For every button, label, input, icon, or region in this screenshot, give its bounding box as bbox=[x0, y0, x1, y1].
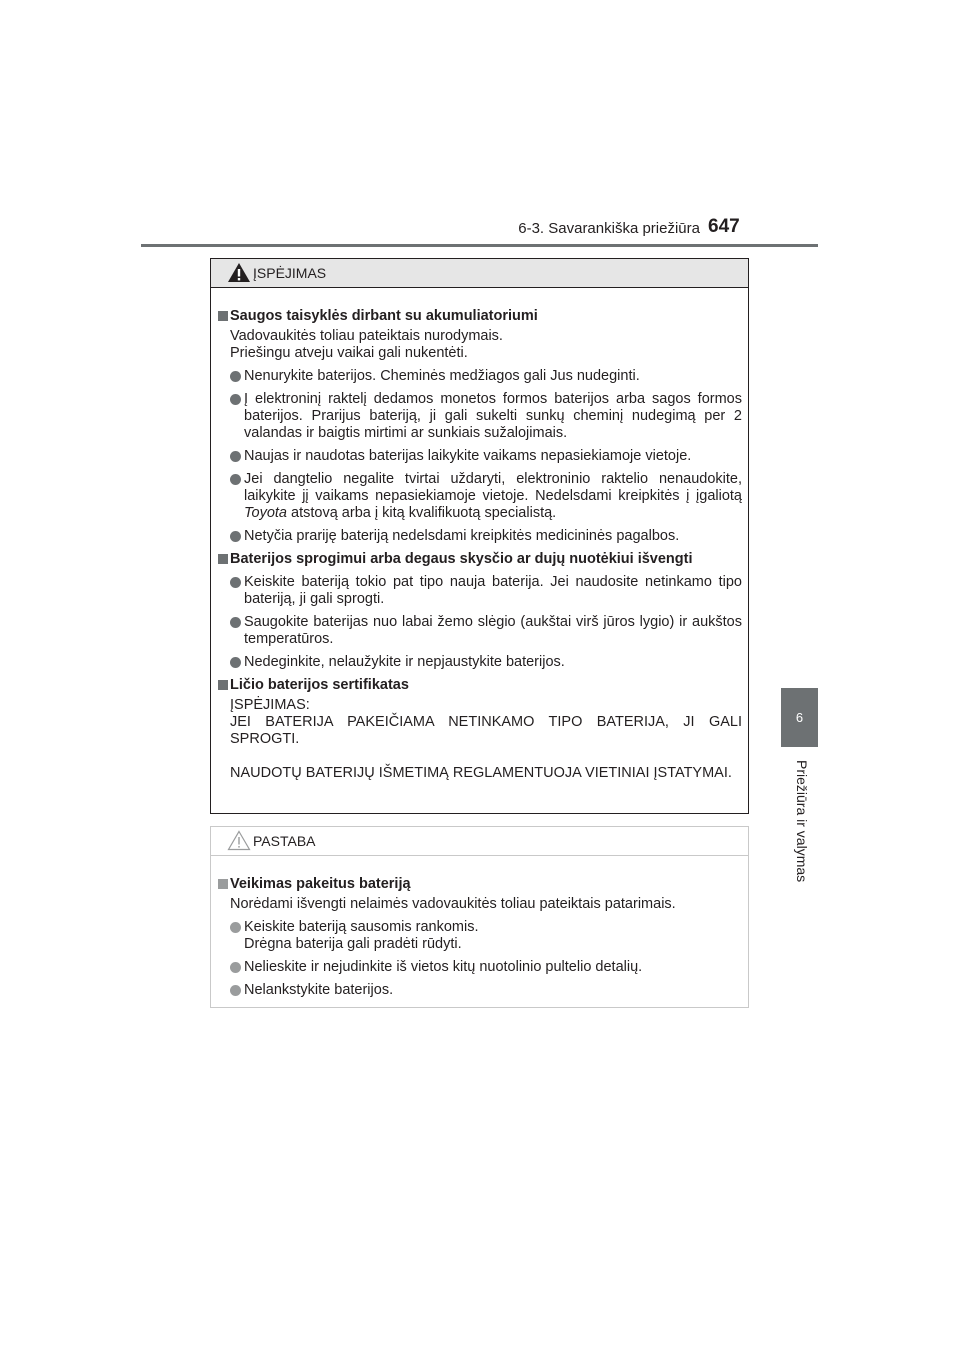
bullet-icon bbox=[230, 985, 241, 996]
warning-title: ĮSPĖJIMAS bbox=[253, 265, 327, 281]
note-header bbox=[211, 827, 748, 856]
bullet-icon bbox=[230, 657, 241, 668]
bullet-icon bbox=[230, 577, 241, 588]
note-box bbox=[210, 826, 749, 1008]
bullet-icon bbox=[230, 394, 241, 405]
list-item bbox=[218, 391, 742, 442]
list-item-text: Drėgna baterija gali pradėti rūdyti. bbox=[244, 936, 462, 952]
list-item bbox=[218, 654, 742, 671]
bullet-icon bbox=[230, 962, 241, 973]
list-item bbox=[218, 982, 742, 999]
bullet-icon bbox=[230, 474, 241, 485]
list-item-text: Nelankstykite baterijos. bbox=[244, 982, 394, 998]
warning-section-heading: Baterijos sprogimui arba degaus skysčio ar dujų nuotėkiui išvengti bbox=[218, 551, 742, 568]
note-intro: Norėdami išvengti nelaimės vadovaukitės toliau pateiktais patarimais. bbox=[230, 896, 676, 912]
chapter-label: Priežiūra ir valymas bbox=[794, 760, 810, 883]
list-item-text: Naujas ir naudotas baterijas laikykite vaikams nepasiekiamoje vietoje. bbox=[244, 448, 692, 464]
warning-box bbox=[210, 258, 749, 814]
note-title: PASTABA bbox=[253, 833, 316, 849]
header-rule bbox=[141, 244, 818, 247]
page-number: 647 bbox=[708, 216, 740, 237]
warning-section-heading: Saugos taisyklės dirbant su akumuliatoriumi bbox=[218, 308, 742, 325]
list-item-text: Saugokite baterijas nuo labai žemo slėgio (aukštai virš jūros lygio) ir aukštos temperatūros. bbox=[244, 614, 742, 647]
certification-line: NAUDOTŲ BATERIJŲ IŠMETIMĄ REGLAMENTUOJA VIETINIAI ĮSTATYMAI. bbox=[230, 765, 732, 781]
chapter-tab: 6 bbox=[781, 688, 818, 747]
list-item-text: Nenurykite baterijos. Cheminės medžiagos gali Jus nudeginti. bbox=[244, 368, 640, 384]
list-item-text: Netyčia prariję bateriją nedelsdami kreipkitės medicininės pagalbos. bbox=[244, 528, 680, 544]
warning-section-heading: Ličio baterijos sertifikatas bbox=[218, 677, 742, 694]
bullet-icon bbox=[230, 922, 241, 933]
bullet-icon bbox=[230, 531, 241, 542]
brand-name: Toyota bbox=[244, 505, 287, 521]
list-item bbox=[218, 959, 742, 976]
bullet-icon bbox=[230, 617, 241, 628]
warning-intro-line: Vadovaukitės toliau pateiktais nurodymais. bbox=[230, 328, 503, 344]
list-item bbox=[218, 471, 742, 522]
list-item-text: Į elektroninį raktelį dedamos monetos formos baterijos arba sagos formos baterijos. Prarijus bateriją, ji gali sukelti sunkų cheminį nudegimą per 2 valandas ir baigtis mirtimi ar sunkiais sužalojimais. bbox=[244, 391, 742, 441]
certification-line: JEI BATERIJA PAKEIČIAMA NETINKAMO TIPO BATERIJA, JI GALI SPROGTI. bbox=[230, 714, 742, 747]
warning-triangle-icon bbox=[227, 262, 251, 283]
list-item-text: Nedeginkite, nelaužykite ir nepjaustykite baterijos. bbox=[244, 654, 565, 670]
note-heading: Veikimas pakeitus bateriją bbox=[218, 876, 742, 893]
list-item-text: Keiskite bateriją sausomis rankomis. bbox=[244, 919, 479, 935]
warning-intro bbox=[218, 328, 742, 362]
list-item bbox=[218, 368, 742, 385]
list-item-text: Jei dangtelio negalite tvirtai uždaryti, elektroninio raktelio nenaudokite, laikykite jį vaikams nepasiekiamoje vietoje. Nedelsdami kreipkitės į įgaliotą bbox=[244, 471, 742, 504]
list-item bbox=[218, 614, 742, 648]
certification-text bbox=[218, 697, 742, 782]
bullet-icon bbox=[230, 371, 241, 382]
list-item bbox=[218, 448, 742, 465]
list-item-text: Nelieskite ir nejudinkite iš vietos kitų nuotolinio pultelio detalių. bbox=[244, 959, 643, 975]
warning-intro-line: Priešingu atveju vaikai gali nukentėti. bbox=[230, 345, 468, 361]
list-item bbox=[218, 528, 742, 545]
list-item-text: Keiskite bateriją tokio pat tipo nauja baterija. Jei naudosite netinkamo tipo bateriją, ji gali sprogti. bbox=[244, 574, 742, 607]
certification-line: ĮSPĖJIMAS: bbox=[230, 697, 310, 713]
note-triangle-icon bbox=[227, 830, 251, 851]
list-item-text: atstovą arba į kitą kvalifikuotą specialistą. bbox=[287, 505, 557, 521]
list-item bbox=[218, 919, 742, 953]
bullet-icon bbox=[230, 451, 241, 462]
warning-header bbox=[211, 259, 748, 288]
header-section-title: 6-3. Savarankiška priežiūra bbox=[518, 220, 700, 237]
list-item bbox=[218, 574, 742, 608]
